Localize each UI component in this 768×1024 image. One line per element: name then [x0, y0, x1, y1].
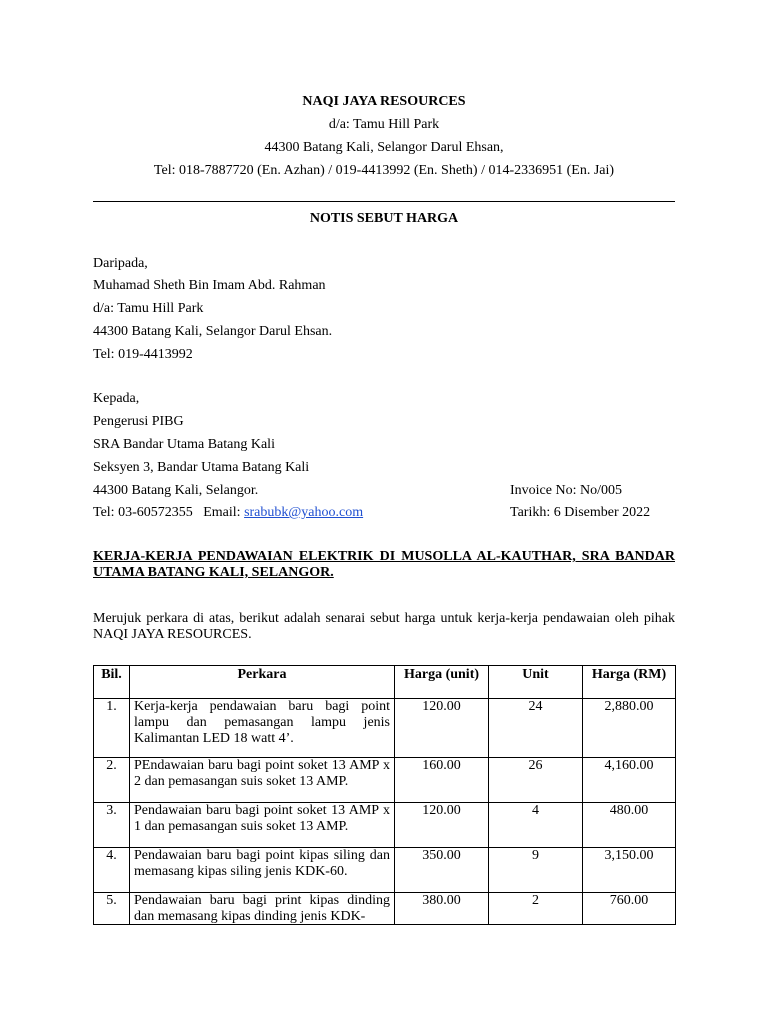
table-row — [94, 699, 676, 758]
table-row — [94, 803, 676, 848]
row-harga-unit: 120.00 — [395, 699, 489, 758]
row-unit: 4 — [489, 803, 583, 848]
row-perkara: Pendawaian baru bagi point kipas siling dan memasang kipas siling jenis KDK-60. — [130, 848, 395, 893]
document-title: NOTIS SEBUT HARGA — [309, 211, 459, 226]
table-row — [94, 758, 676, 803]
company-phones: Tel: 018-7887720 (En. Azhan) / 019-4413992 (En. Sheth) / 014-2336951 (En. Jai) — [153, 163, 615, 178]
row-harga-unit: 350.00 — [395, 848, 489, 893]
header-harga-rm: Harga (RM) — [583, 666, 676, 699]
header-perkara: Perkara — [130, 666, 395, 699]
recipient-title: Pengerusi PIBG — [93, 414, 184, 429]
intro-paragraph: Merujuk perkara di atas, berikut adalah senarai sebut harga untuk kerja-kerja pendawaian oleh pihak NAQI JAYA RESOURCES. — [93, 611, 675, 642]
row-perkara: Pendawaian baru bagi print kipas dinding dan memasang kipas dinding jenis KDK- — [134, 893, 390, 924]
subject-heading: KERJA-KERJA PENDAWAIAN ELEKTRIK DI MUSOLLA AL-KAUTHAR, SRA BANDAR UTAMA BATANG KALI, SELANGOR. — [93, 549, 675, 580]
sender-tel: Tel: 019-4413992 — [93, 347, 193, 362]
row-unit: 26 — [489, 758, 583, 803]
header-unit: Unit — [489, 666, 583, 699]
row-bil: 4. — [94, 848, 130, 893]
row-perkara: Pendawaian baru bagi point soket 13 AMP x 1 dan pemasangan suis soket 13 AMP. — [130, 803, 395, 848]
table-row — [94, 893, 676, 925]
quotation-table — [93, 665, 676, 925]
row-unit: 24 — [489, 699, 583, 758]
row-harga-rm: 760.00 — [583, 893, 676, 925]
invoice-number: Invoice No: No/005 — [510, 483, 622, 498]
sender-name: Muhamad Sheth Bin Imam Abd. Rahman — [93, 278, 326, 293]
document-page — [93, 0, 675, 1024]
row-perkara: Kerja-kerja pendawaian baru bagi point lampu dan pemasangan lampu jenis Kalimantan LED 18 watt 4’. — [130, 699, 395, 758]
row-harga-unit: 120.00 — [395, 803, 489, 848]
row-perkara: PEndawaian baru bagi point soket 13 AMP x 2 dan pemasangan suis soket 13 AMP. — [130, 758, 395, 803]
row-unit: 9 — [489, 848, 583, 893]
recipient-email-label: Email: — [203, 505, 241, 520]
recipient-address-line-2: 44300 Batang Kali, Selangor. — [93, 483, 259, 498]
row-unit: 2 — [489, 893, 583, 925]
row-bil: 1. — [94, 699, 130, 758]
company-address-line-2: 44300 Batang Kali, Selangor Darul Ehsan, — [264, 140, 504, 155]
recipient-org: SRA Bandar Utama Batang Kali — [93, 437, 275, 452]
invoice-date: Tarikh: 6 Disember 2022 — [510, 505, 651, 520]
header-harga-unit: Harga (unit) — [395, 666, 489, 699]
recipient-email-link[interactable]: srabubk@yahoo.com — [244, 505, 364, 520]
row-harga-rm: 480.00 — [583, 803, 676, 848]
sender-address-line-1: d/a: Tamu Hill Park — [93, 301, 204, 316]
row-harga-unit: 160.00 — [395, 758, 489, 803]
table-row — [94, 848, 676, 893]
row-bil: 2. — [94, 758, 130, 803]
recipient-label: Kepada, — [93, 391, 140, 406]
row-bil: 3. — [94, 803, 130, 848]
row-perkara-cell — [130, 893, 395, 925]
table-header-row — [94, 666, 676, 699]
sender-address-line-2: 44300 Batang Kali, Selangor Darul Ehsan. — [93, 324, 333, 339]
company-address-line-1: d/a: Tamu Hill Park — [328, 117, 440, 132]
row-bil: 5. — [94, 893, 130, 925]
header-divider — [93, 201, 675, 202]
row-harga-rm: 2,880.00 — [583, 699, 676, 758]
recipient-tel: Tel: 03-60572355 — [93, 505, 193, 520]
recipient-address-line-1: Seksyen 3, Bandar Utama Batang Kali — [93, 460, 310, 475]
header-bil: Bil. — [94, 666, 130, 699]
row-harga-unit: 380.00 — [395, 893, 489, 925]
company-name: NAQI JAYA RESOURCES — [302, 94, 466, 109]
sender-label: Daripada, — [93, 256, 148, 271]
row-harga-rm: 4,160.00 — [583, 758, 676, 803]
row-harga-rm: 3,150.00 — [583, 848, 676, 893]
